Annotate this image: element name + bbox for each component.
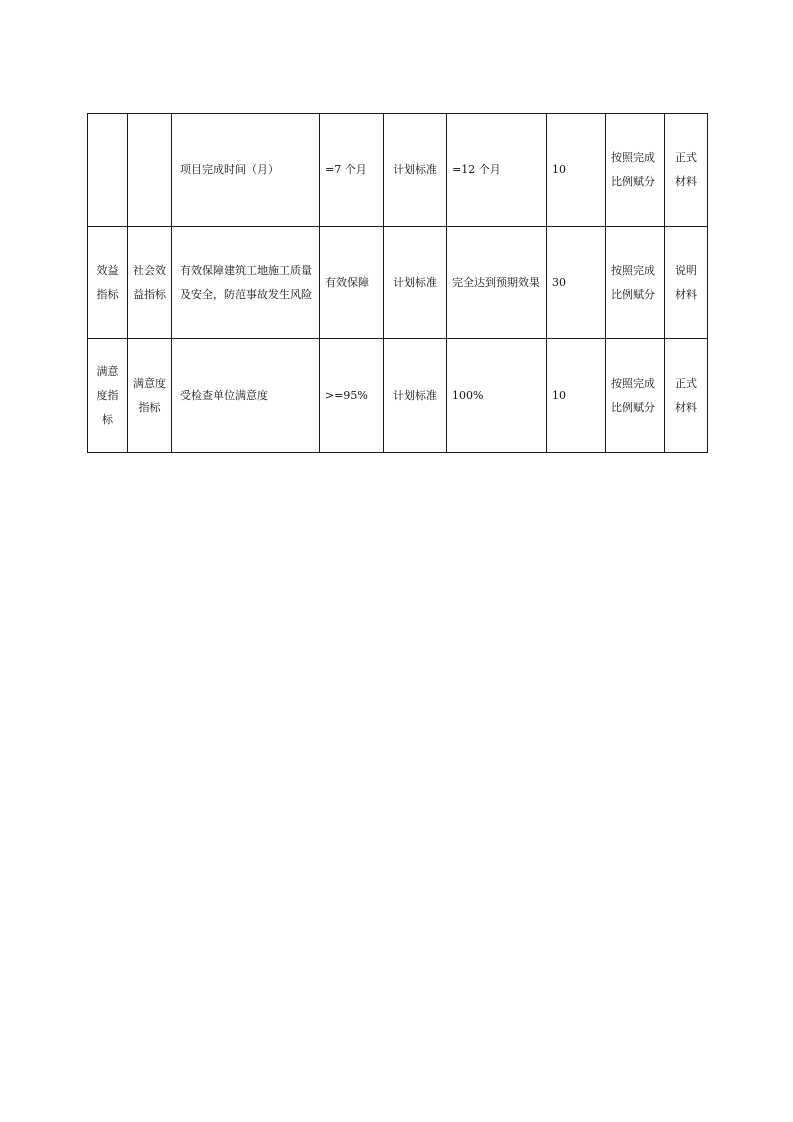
scoring-method-cell: 按照完成比例赋分 [606, 114, 665, 227]
level1-cell [88, 114, 128, 227]
level2-cell: 社会效益指标 [128, 227, 172, 339]
actual-value-cell: 100% [447, 339, 547, 453]
standard-cell: 计划标准 [384, 114, 447, 227]
evidence-cell: 正式材料 [665, 339, 708, 453]
performance-indicator-table [87, 113, 708, 453]
score-cell: 10 [547, 339, 606, 453]
scoring-method-cell: 按照完成比例赋分 [606, 227, 665, 339]
evidence-cell: 说明材料 [665, 227, 708, 339]
target-value-cell: =7 个月 [320, 114, 384, 227]
score-cell: 10 [547, 114, 606, 227]
indicator-cell: 有效保障建筑工地施工质量及安全，防范事故发生风险 [172, 227, 320, 339]
level2-cell: 满意度指标 [128, 339, 172, 453]
level2-cell [128, 114, 172, 227]
level1-cell: 满意度指标 [88, 339, 128, 453]
evidence-cell: 正式材料 [665, 114, 708, 227]
score-cell: 30 [547, 227, 606, 339]
indicator-cell: 项目完成时间（月） [172, 114, 320, 227]
table-row [88, 339, 708, 453]
target-value-cell: 有效保障 [320, 227, 384, 339]
indicator-cell: 受检查单位满意度 [172, 339, 320, 453]
scoring-method-cell: 按照完成比例赋分 [606, 339, 665, 453]
standard-cell: 计划标准 [384, 339, 447, 453]
table-row [88, 227, 708, 339]
standard-cell: 计划标准 [384, 227, 447, 339]
actual-value-cell: =12 个月 [447, 114, 547, 227]
actual-value-cell: 完全达到预期效果 [447, 227, 547, 339]
level1-cell: 效益指标 [88, 227, 128, 339]
target-value-cell: >=95% [320, 339, 384, 453]
table-row [88, 114, 708, 227]
